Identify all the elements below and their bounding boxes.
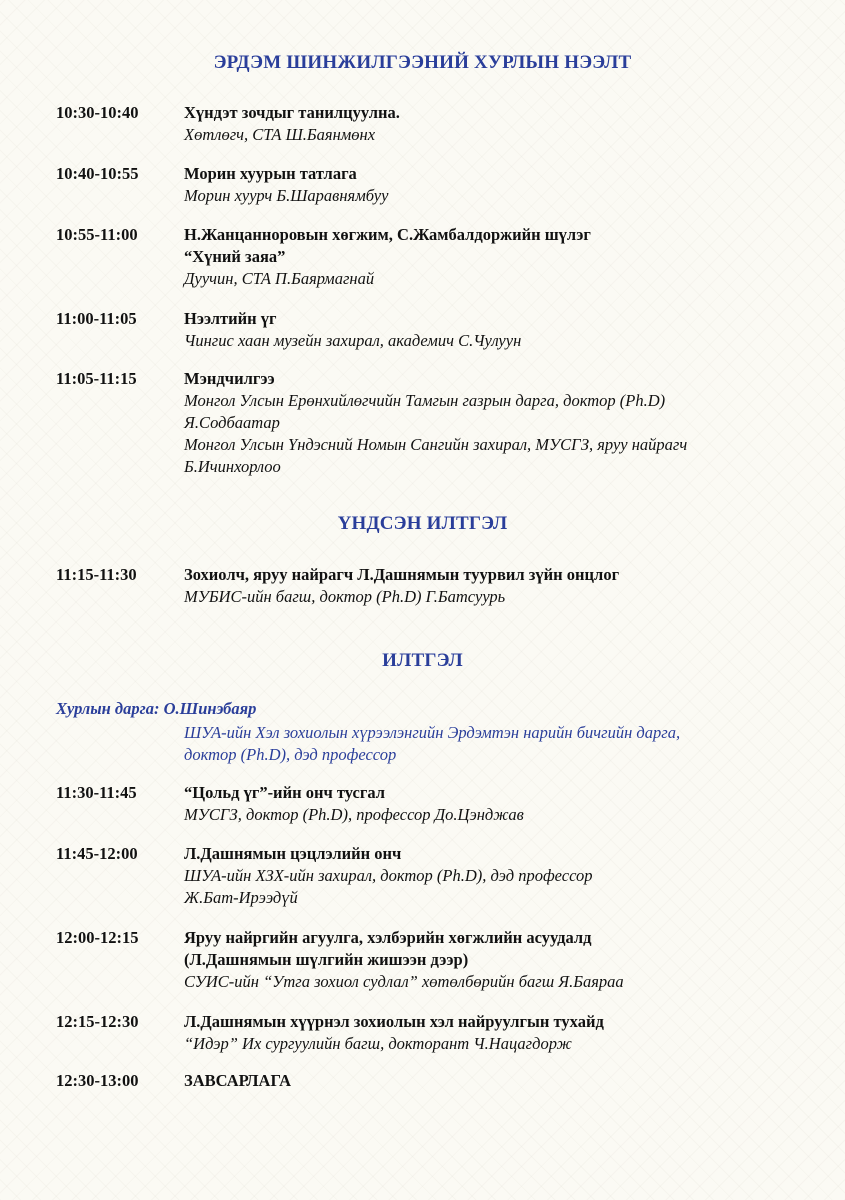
item-title: ЗАВСАРЛАГА	[184, 1071, 292, 1090]
time-slot: 11:30-11:45	[56, 783, 137, 802]
item-speaker: Хөтлөгч, СТА Ш.Баянмөнх	[184, 125, 376, 144]
item-title: Зохиолч, яруу найрагч Л.Дашнямын туурвил зүйн онцлог	[184, 565, 620, 584]
time-slot: 10:55-11:00	[56, 225, 138, 244]
item-speaker: Морин хуурч Б.Шаравнямбуу	[184, 186, 389, 205]
item-title: “Цольд үг”-ийн онч тусгал	[184, 783, 385, 802]
item-speaker: “Идэр” Их сургуулийн багш, докторант Ч.Нацагдорж	[184, 1034, 572, 1053]
chair-desc-line: доктор (Ph.D), дэд профессор	[184, 745, 397, 764]
section-heading-keynote: ҮНДСЭН ИЛТГЭЛ	[337, 513, 508, 534]
item-speaker: Монгол Улсын Ерөнхийлөгчийн Тамгын газрын дарга, доктор (Ph.D)	[184, 391, 666, 410]
item-speaker: СУИС-ийн “Утга зохиол судлал” хөтөлбөрийн багш Я.Баяраа	[184, 972, 624, 991]
item-speaker: Чингис хаан музейн захирал, академич С.Чулуун	[184, 331, 522, 350]
item-speaker: ШУА-ийн ХЗХ-ийн захирал, доктор (Ph.D), дэд профессор	[184, 866, 593, 885]
time-slot: 12:30-13:00	[56, 1071, 139, 1090]
time-slot: 12:00-12:15	[56, 928, 139, 947]
item-speaker: Я.Содбаатар	[184, 413, 280, 432]
item-title: Нээлтийн үг	[184, 309, 277, 328]
chair-desc-line: ШУА-ийн Хэл зохиолын хүрээлэнгийн Эрдэмтэн нарийн бичгийн дарга,	[184, 723, 681, 742]
time-slot: 11:00-11:05	[56, 309, 137, 328]
time-slot: 11:15-11:30	[56, 565, 137, 584]
time-slot: 10:30-10:40	[56, 103, 139, 122]
section-heading-reports: ИЛТГЭЛ	[382, 650, 463, 671]
item-title-line2: “Хүний заяа”	[184, 247, 286, 266]
item-title: Л.Дашнямын хүүрнэл зохиолын хэл найруулгын тухайд	[184, 1012, 604, 1031]
session-chair: Хурлын дарга: О.Шинэбаяр	[56, 699, 257, 718]
item-speaker: МУБИС-ийн багш, доктор (Ph.D) Г.Батсуурь	[184, 587, 506, 606]
item-title: Л.Дашнямын цэцлэлийн онч	[184, 844, 402, 863]
item-speaker: Ж.Бат-Ирээдүй	[184, 888, 298, 907]
time-slot: 10:40-10:55	[56, 164, 139, 183]
item-title: Н.Жанцанноровын хөгжим, С.Жамбалдоржийн шүлэг	[184, 225, 591, 244]
item-title: Хүндэт зочдыг танилцуулна.	[184, 103, 400, 122]
time-slot: 11:05-11:15	[56, 369, 137, 388]
time-slot: 12:15-12:30	[56, 1012, 139, 1031]
section-heading-opening: ЭРДЭМ ШИНЖИЛГЭЭНИЙ ХУРЛЫН НЭЭЛТ	[213, 52, 632, 73]
item-speaker: Б.Ичинхорлоо	[184, 457, 281, 476]
item-title: Яруу найргийн агуулга, хэлбэрийн хөгжлийн асуудалд	[184, 928, 592, 947]
item-speaker: Дуучин, СТА П.Баярмагнай	[184, 269, 375, 288]
session-chair-description	[184, 722, 796, 766]
item-title: Морин хуурын татлага	[184, 164, 357, 183]
item-speaker: Монгол Улсын Үндэсний Номын Сангийн захирал, МУСГЗ, яруу найрагч	[184, 435, 688, 454]
time-slot: 11:45-12:00	[56, 844, 138, 863]
item-title: Мэндчилгээ	[184, 369, 275, 388]
item-speaker: МУСГЗ, доктор (Ph.D), профессор До.Цэнджав	[184, 805, 524, 824]
item-title-line2: (Л.Дашнямын шүлгийн жишээн дээр)	[184, 950, 469, 969]
